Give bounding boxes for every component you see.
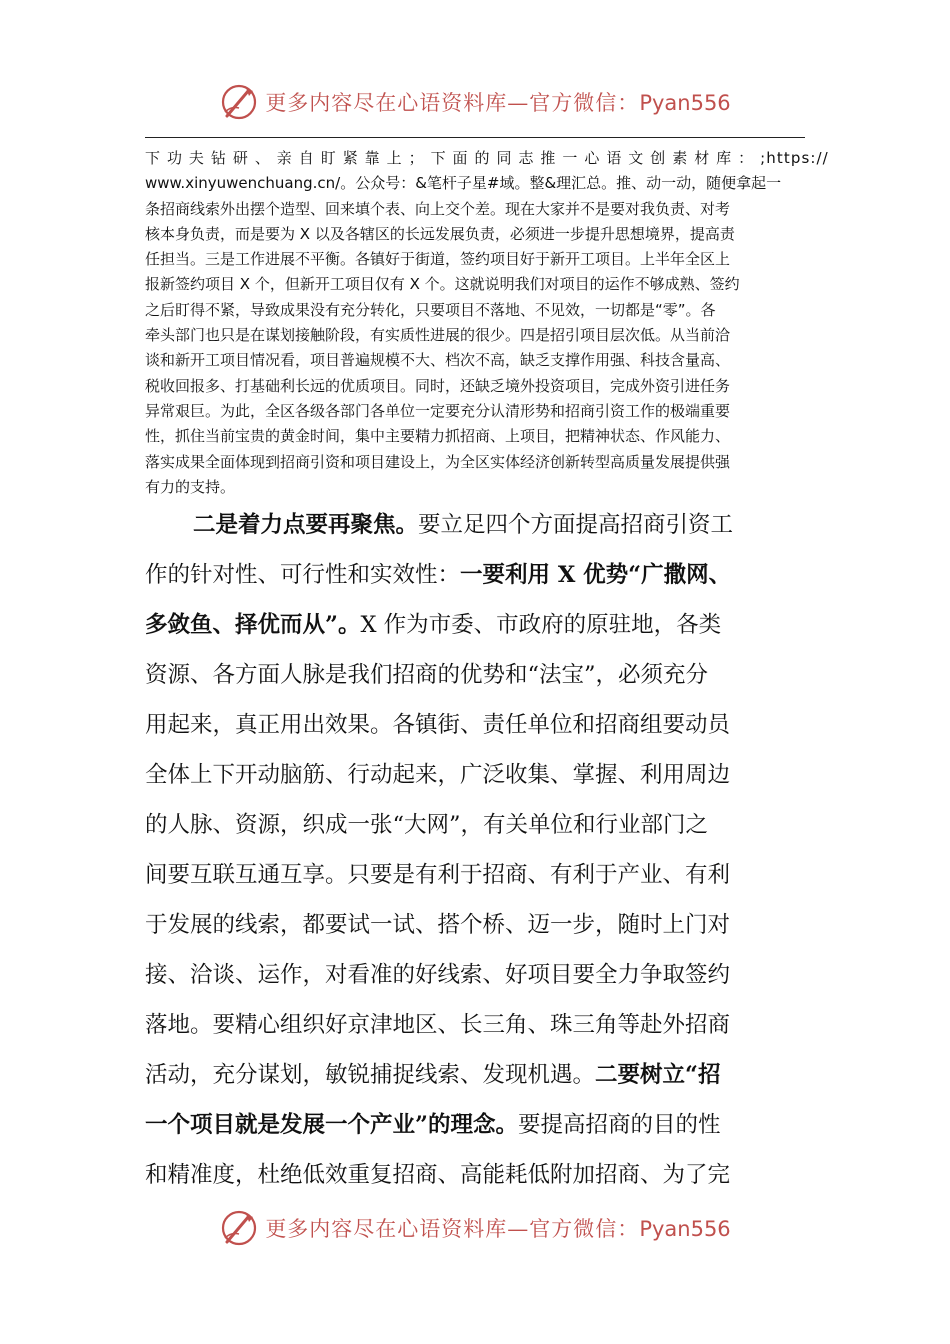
paragraph-line: 有力的支持。 (145, 477, 236, 496)
main-paragraph (145, 500, 810, 1200)
paragraph-line: 性，抓住当前宝贵的黄金时间，集中主要精力抓招商、上项目，把精神状态、作风能力、 (145, 427, 731, 446)
paragraph-line: 落实成果全面体现到招商引资和项目建设上，为全区实体经济创新转型高质量发展提供强 (145, 452, 731, 471)
header-rule (145, 137, 805, 138)
pen-logo-icon (219, 1208, 259, 1248)
paragraph-line: 落地。要精心组织好京津地区、长三角、珠三角等赴外招商 (145, 1012, 731, 1038)
paragraph-line: 任担当。三是工作进展不平衡。各镇好于街道，签约项目好于新开工项目。上半年全区上 (145, 250, 731, 269)
paragraph-line (145, 1100, 810, 1150)
paragraph-line: 税收回报多、打基础利长远的优质项目。同时，还缺乏境外投资项目，完成外资引进任务 (145, 376, 731, 395)
section-heading: 二是着力点要再聚焦。 (193, 512, 419, 538)
paragraph-line: 于发展的线索，都要试一试、搭个桥、迈一步，随时上门对 (145, 912, 731, 938)
paragraph-line: www.xinyuwenchuang.cn/。公众号：&笔杆子星#域。整&理汇总。推、动一动，随便拿起一 (145, 174, 782, 193)
paragraph-line: 谈和新开工项目情况看，项目普遍规模不大、档次不高，缺乏支撑作用强、科技含量高、 (145, 351, 731, 370)
header-banner (0, 80, 950, 124)
paragraph-text: X 作为市委、市政府的原驻地，各类 (360, 612, 722, 638)
paragraph-line: 资源、各方面人脉是我们招商的优势和“法宝”，必须充分 (145, 662, 709, 688)
paragraph-text: 要提高招商的目的性 (517, 1112, 721, 1138)
paragraph-line: 条招商线索外出摆个造型、回来填个表、向上交个差。现在大家并不是要对我负责、对考 (145, 199, 731, 218)
paragraph-line: 下 功 夫 钻 研 、 亲 自 盯 紧 靠 上 ； 下 面 的 同 志 推 一 心 语 文 创 素 材 库 ： ;https:// (145, 149, 829, 167)
emphasis-text: 二要树立“招 (595, 1062, 721, 1088)
pen-logo-icon (219, 82, 259, 122)
footer-banner (0, 1206, 950, 1250)
paragraph-line (145, 550, 810, 600)
paragraph-line: 用起来，真正用出效果。各镇街、责任单位和招商组要动员 (145, 712, 731, 738)
paragraph-line: 间要互联互通互享。只要是有利于招商、有利于产业、有利 (145, 862, 731, 888)
paragraph-line (145, 1050, 810, 1100)
emphasis-text: 多敛鱼、择优而从”。 (145, 612, 361, 638)
banner-text (265, 87, 730, 117)
paragraph-line: 牵头部门也只是在谋划接触阶段，有实质性进展的很少。四是招引项目层次低。从当前洽 (145, 326, 731, 345)
banner-wechat-id: Pyan556 (639, 1217, 731, 1241)
emphasis-text: 一个项目就是发展一个产业”的理念。 (145, 1112, 518, 1138)
banner-main-text: 更多内容尽在心语资料库—官方微信： (265, 1217, 640, 1241)
paragraph-line (145, 500, 810, 550)
paragraph-line: 核本身负责，而是要为 X 以及各辖区的长远发展负责，必须进一步提升思想境界，提高责 (145, 224, 735, 243)
paragraph-line: 异常艰巨。为此，全区各级各部门各单位一定要充分认清形势和招商引资工作的极端重要 (145, 401, 731, 420)
paragraph-line: 报新签约项目 X 个，但新开工项目仅有 X 个。这就说明我们对项目的运作不够成熟、签约 (145, 275, 740, 294)
banner-main-text: 更多内容尽在心语资料库—官方微信： (265, 91, 640, 115)
paragraph-text: 作的针对性、可行性和实效性： (145, 562, 461, 588)
banner-wechat-id: Pyan556 (639, 91, 731, 115)
paragraph-line: 的人脉、资源，织成一张“大网”，有关单位和行业部门之 (145, 812, 709, 838)
continuation-paragraph (145, 146, 829, 500)
paragraph-line: 和精准度，杜绝低效重复招商、高能耗低附加招商、为了完 (145, 1162, 731, 1188)
paragraph-line: 之后盯得不紧，导致成果没有充分转化，只要项目不落地、不见效，一切都是“零”。各 (145, 300, 716, 319)
paragraph-line (145, 600, 810, 650)
banner-text (265, 1213, 730, 1243)
emphasis-text: 一要利用 X 优势“广撒网、 (460, 562, 732, 588)
paragraph-text: 活动，充分谋划，敏锐捕捉线索、发现机遇。 (145, 1062, 596, 1088)
paragraph-text: 要立足四个方面提高招商引资工 (418, 512, 734, 538)
paragraph-line: 接、洽谈、运作，对看准的好线索、好项目要全力争取签约 (145, 962, 731, 988)
paragraph-line: 全体上下开动脑筋、行动起来，广泛收集、掌握、利用周边 (145, 762, 731, 788)
